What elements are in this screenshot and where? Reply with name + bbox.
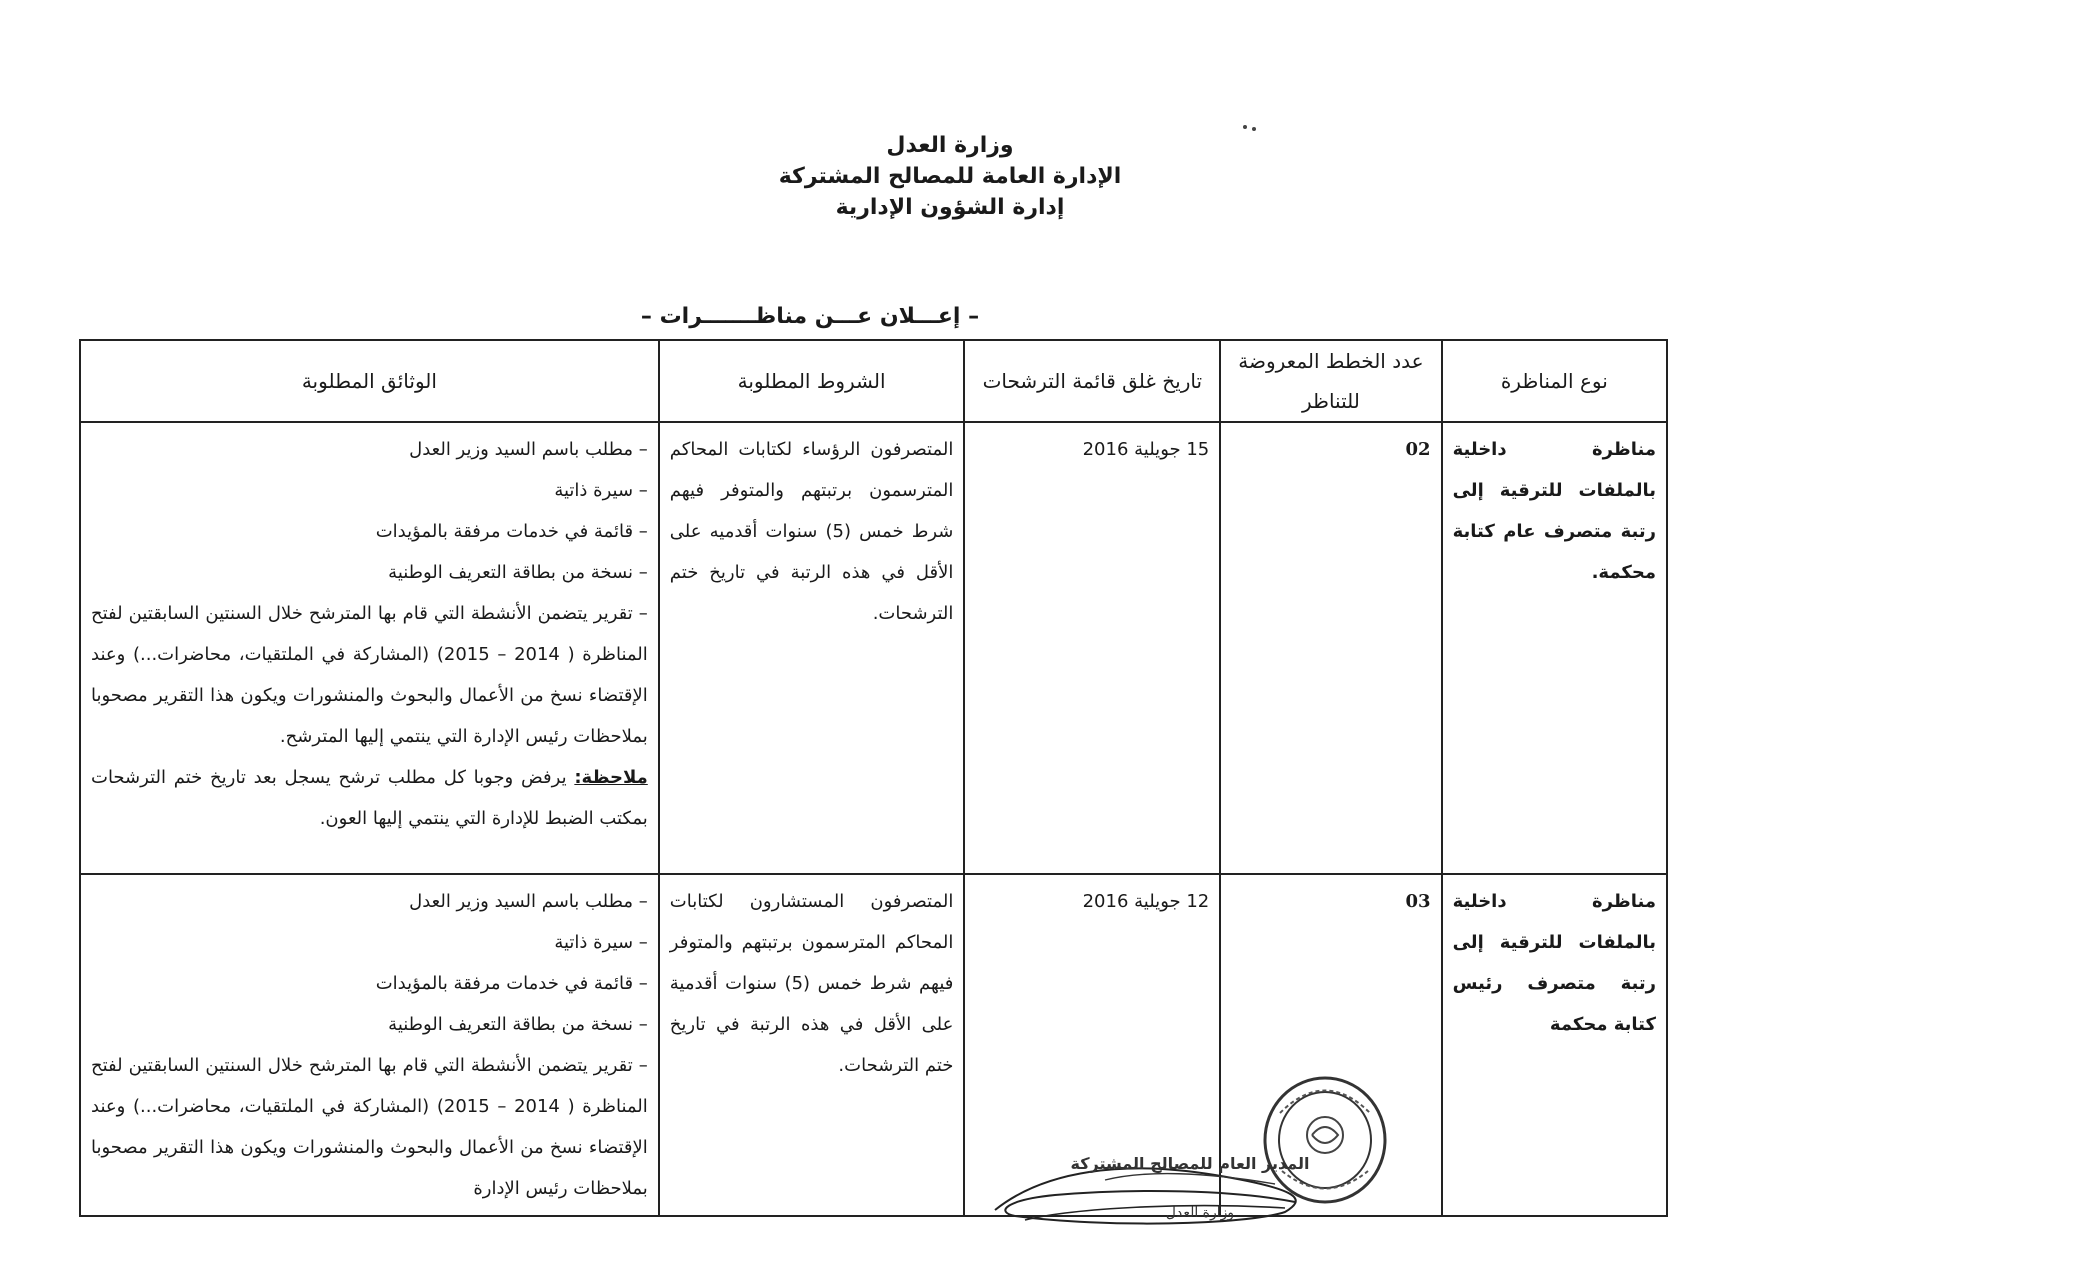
stamp-caption: المدير العام للمصالح المشتركة: [1070, 1154, 1310, 1173]
letterhead: [550, 130, 1350, 223]
announcement-title: – إعـــلان عـــن مناظـــــــرات –: [640, 304, 980, 329]
contest-type-cell: مناظرة داخلية بالملفات للترقية إلى رتبة متصرف عام كتابة محكمة.: [1442, 422, 1667, 874]
plans-count-cell: 02: [1220, 422, 1441, 874]
header-documents: الوثائق المطلوبة: [80, 340, 659, 422]
documents-cell: [80, 422, 659, 874]
note: [91, 757, 648, 839]
header-conditions: الشروط المطلوبة: [659, 340, 965, 422]
general-directorate-name: الإدارة العامة للمصالح المشتركة: [778, 164, 1122, 189]
header-closing-date: تاريخ غلق قائمة الترشحات: [964, 340, 1220, 422]
note-text: يرفض وجوبا كل مطلب ترشح يسجل بعد تاريخ ختم الترشحات بمكتب الضبط للإدارة التي ينتمي إليها العون.: [91, 767, 648, 829]
document-item: – مطلب باسم السيد وزير العدل: [409, 891, 648, 912]
header-plans-count: عدد الخطط المعروضة للتناظر: [1220, 340, 1441, 422]
document-item: – سيرة ذاتية: [554, 932, 648, 953]
contests-table: [79, 339, 1668, 1217]
document-item: – سيرة ذاتية: [554, 480, 648, 501]
contest-type-cell: مناظرة داخلية بالملفات للترقية إلى رتبة متصرف رئيس كتابة محكمة: [1442, 874, 1667, 1216]
scan-speck: [1243, 125, 1247, 129]
document-item: – تقرير يتضمن الأنشطة التي قام بها المترشح خلال السنتين السابقتين لفتح المناظرة ( 2014 – 2015) (المشاركة في الملتقيات، محاضرات...) وعند الإقتضاء نسخ من الأعمال والبحوث والمنشورات ويكون هذا التقرير مصحوبا بملاحظات رئيس الإدارة: [91, 1055, 648, 1199]
document-item: – قائمة في خدمات مرفقة بالمؤيدات: [375, 521, 648, 542]
document-item: – مطلب باسم السيد وزير العدل: [409, 439, 648, 460]
conditions-cell: المتصرفون المستشارون لكتابات المحاكم المترسمون برتبتهم والمتوفر فيهم شرط خمس (5) سنوات أقدمية على الأقل في هذه الرتبة في تاريخ ختم الترشحات.: [659, 874, 965, 1216]
document-item: – نسخة من بطاقة التعريف الوطنية: [388, 1014, 648, 1035]
document-item: – قائمة في خدمات مرفقة بالمؤيدات: [375, 973, 648, 994]
table-row: [80, 874, 1667, 1216]
conditions-cell: المتصرفون الرؤساء لكتابات المحاكم المترسمون برتبتهم والمتوفر فيهم شرط خمس (5) سنوات أقدميه على الأقل في هذه الرتبة في تاريخ ختم الترشحات.: [659, 422, 965, 874]
document-item: – نسخة من بطاقة التعريف الوطنية: [388, 562, 648, 583]
closing-date-cell: 15 جويلية 2016: [964, 422, 1220, 874]
stamp-sub-caption: وزارة العدل: [1165, 1205, 1235, 1221]
table-header-row: [80, 340, 1667, 422]
header-contest-type: نوع المناظرة: [1442, 340, 1667, 422]
ministry-name: وزارة العدل: [886, 133, 1014, 158]
documents-cell: [80, 874, 659, 1216]
plans-count-cell: 03: [1220, 874, 1441, 1216]
department-name: إدارة الشؤون الإدارية: [835, 195, 1065, 220]
document-item: – تقرير يتضمن الأنشطة التي قام بها المترشح خلال السنتين السابقتين لفتح المناظرة ( 2014 – 2015) (المشاركة في الملتقيات، محاضرات...) وعند الإقتضاء نسخ من الأعمال والبحوث والمنشورات ويكون هذا التقرير مصحوبا بملاحظات رئيس الإدارة التي ينتمي إليها المترشح.: [91, 603, 648, 747]
scan-speck: [1252, 127, 1256, 131]
table-row: [80, 422, 1667, 874]
note-label: ملاحظة:: [574, 767, 648, 788]
closing-date-cell: 12 جويلية 2016: [964, 874, 1220, 1216]
